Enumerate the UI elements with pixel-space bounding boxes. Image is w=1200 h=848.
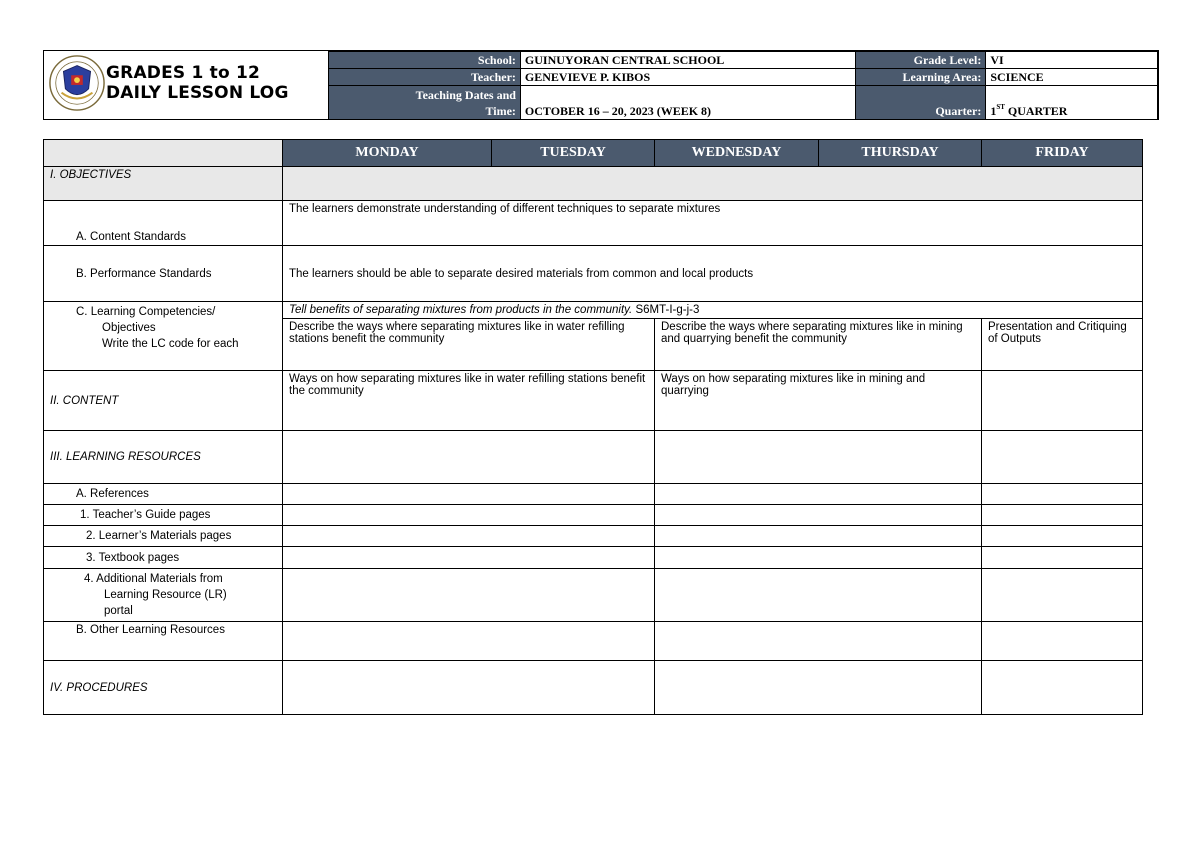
- competencies-label-line-1: C. Learning Competencies/: [76, 306, 216, 318]
- school-value: GUINUYORAN CENTRAL SCHOOL: [520, 52, 855, 69]
- day-header-wednesday: WEDNESDAY: [655, 140, 819, 167]
- day-header-friday: FRIDAY: [982, 140, 1143, 167]
- resources-wed-thu: [655, 431, 982, 484]
- textbook-mon-tue: [283, 547, 655, 569]
- content-standards-label: A. Content Standards: [44, 201, 283, 246]
- resources-fri: [982, 431, 1143, 484]
- additional-materials-line-2: Learning Resource (LR): [104, 589, 227, 601]
- dates-value: OCTOBER 16 – 20, 2023 (WEEK 8): [520, 86, 855, 120]
- additional-materials-wed-thu: [655, 569, 982, 622]
- references-wed-thu: [655, 484, 982, 505]
- teachers-guide-wed-thu: [655, 505, 982, 526]
- references-mon-tue: [283, 484, 655, 505]
- title-line-1: GRADES 1 to 12: [106, 63, 261, 83]
- additional-materials-line-3: portal: [104, 605, 133, 617]
- teachers-guide-fri: [982, 505, 1143, 526]
- other-resources-mon-tue: [283, 622, 655, 661]
- competency-code: S6MT-I-g-j-3: [635, 304, 700, 316]
- grade-value: VI: [986, 52, 1158, 69]
- other-resources-wed-thu: [655, 622, 982, 661]
- day-header-thursday: THURSDAY: [819, 140, 982, 167]
- grade-label: Grade Level:: [856, 52, 986, 69]
- quarter-value: [986, 86, 1158, 120]
- competency-text: Tell benefits of separating mixtures from products in the community.: [289, 304, 633, 316]
- competency-mon-tue: Describe the ways where separating mixtures like in water refilling stations benefit the community: [283, 319, 655, 371]
- competency-main: [283, 302, 1143, 319]
- content-mon-tue: Ways on how separating mixtures like in water refilling stations benefit the community: [283, 371, 655, 431]
- competency-fri: Presentation and Critiquing of Outputs: [982, 319, 1143, 371]
- lesson-log-table: [43, 139, 1143, 715]
- day-header-monday: MONDAY: [283, 140, 492, 167]
- learners-materials-fri: [982, 526, 1143, 547]
- textbook-wed-thu: [655, 547, 982, 569]
- deped-seal-icon: [48, 54, 106, 112]
- quarter-word: QUARTER: [1007, 104, 1068, 118]
- content-standards-text: The learners demonstrate understanding of different techniques to separate mixtures: [283, 201, 1143, 246]
- objectives-cell: [283, 167, 1143, 201]
- teachers-guide-label: 1. Teacher’s Guide pages: [44, 505, 283, 526]
- area-label: Learning Area:: [856, 69, 986, 86]
- area-value: SCIENCE: [986, 69, 1158, 86]
- procedures-label: IV. PROCEDURES: [44, 661, 283, 715]
- dates-label-line-1: Teaching Dates and: [415, 88, 516, 102]
- teachers-guide-mon-tue: [283, 505, 655, 526]
- title-line-2: DAILY LESSON LOG: [106, 83, 289, 103]
- references-label: A. References: [44, 484, 283, 505]
- school-label: School:: [329, 52, 521, 69]
- additional-materials-fri: [982, 569, 1143, 622]
- textbook-label: 3. Textbook pages: [44, 547, 283, 569]
- procedures-wed-thu: [655, 661, 982, 715]
- corner-cell: [44, 140, 283, 167]
- lesson-log-title: [106, 63, 289, 103]
- performance-standards-text: The learners should be able to separate desired materials from common and local products: [283, 246, 1143, 302]
- teacher-label: Teacher:: [329, 69, 521, 86]
- other-resources-fri: [982, 622, 1143, 661]
- day-header-tuesday: TUESDAY: [492, 140, 655, 167]
- teacher-value: GENEVIEVE P. KIBOS: [520, 69, 855, 86]
- dates-label-line-2: Time:: [485, 104, 516, 118]
- additional-materials-mon-tue: [283, 569, 655, 622]
- dates-label: [329, 86, 521, 120]
- content-label: II. CONTENT: [44, 371, 283, 431]
- performance-standards-label: B. Performance Standards: [44, 246, 283, 302]
- learners-materials-wed-thu: [655, 526, 982, 547]
- quarter-label: Quarter:: [856, 86, 986, 120]
- competencies-label-line-2: Objectives: [102, 322, 156, 334]
- content-fri: [982, 371, 1143, 431]
- textbook-fri: [982, 547, 1143, 569]
- content-wed-thu: Ways on how separating mixtures like in mining and quarrying: [655, 371, 982, 431]
- procedures-fri: [982, 661, 1143, 715]
- additional-materials-label: [44, 569, 283, 622]
- learners-materials-label: 2. Learner’s Materials pages: [44, 526, 283, 547]
- other-resources-label: B. Other Learning Resources: [44, 622, 283, 661]
- quarter-number: 1: [990, 104, 997, 118]
- competency-wed-thu: Describe the ways where separating mixtures like in mining and quarrying benefit the community: [655, 319, 982, 371]
- competencies-label: [44, 302, 283, 371]
- additional-materials-line-1: 4. Additional Materials from: [84, 573, 223, 585]
- competencies-label-line-3: Write the LC code for each: [102, 338, 239, 350]
- procedures-mon-tue: [283, 661, 655, 715]
- objectives-label: I. OBJECTIVES: [44, 167, 283, 201]
- references-fri: [982, 484, 1143, 505]
- header-info-table: [328, 51, 1158, 120]
- learners-materials-mon-tue: [283, 526, 655, 547]
- quarter-suffix: ST: [996, 103, 1005, 111]
- resources-mon-tue: [283, 431, 655, 484]
- header-title-block: [44, 51, 328, 119]
- lesson-log-header: [43, 50, 1159, 120]
- learning-resources-label: III. LEARNING RESOURCES: [44, 431, 283, 484]
